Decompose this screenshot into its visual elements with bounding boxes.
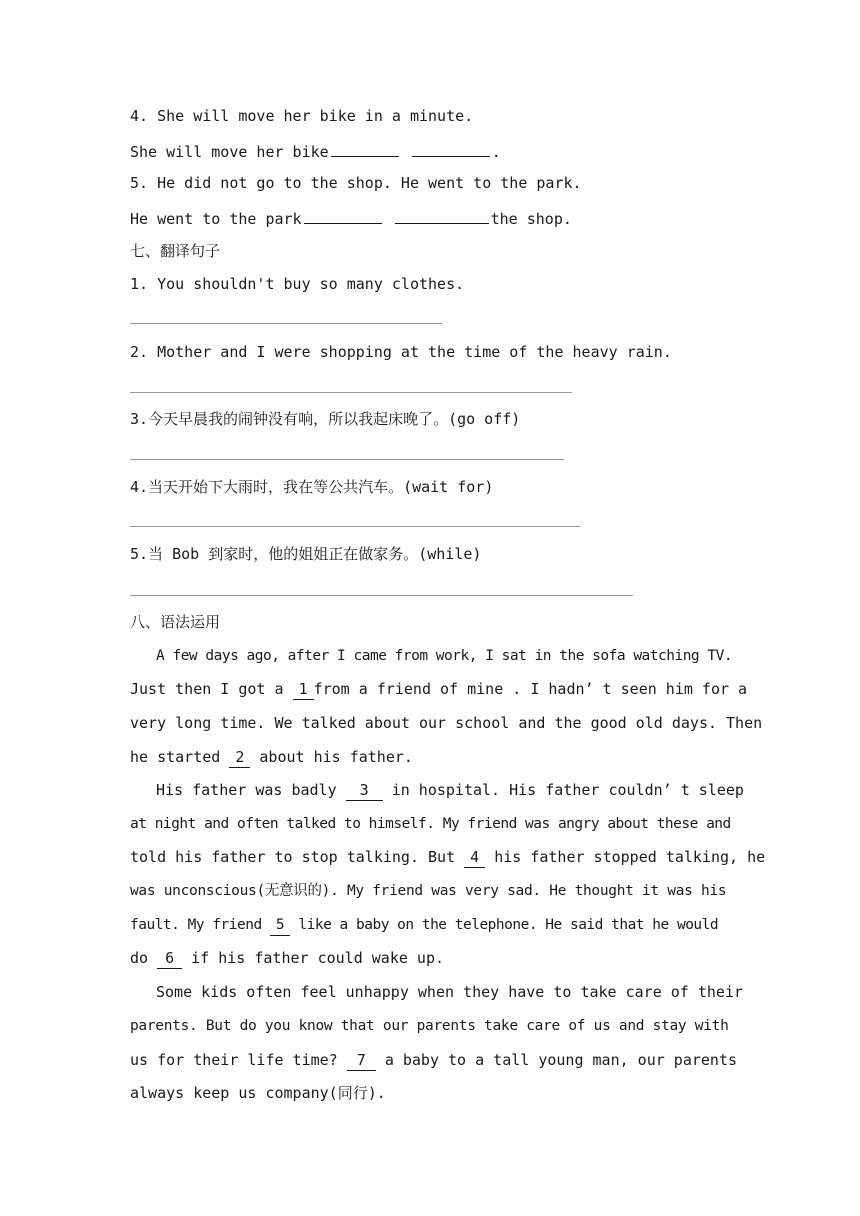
answer-line[interactable] [130, 459, 564, 460]
blank-3[interactable]: 3 [346, 780, 383, 801]
section-heading-grammar: 八、语法运用 [130, 613, 221, 631]
translate-item-3: 3.今天早晨我的闹钟没有响，所以我起床晚了。(go off) [130, 410, 521, 428]
grammar-p1-line [130, 747, 730, 768]
blank-1[interactable]: 1 [293, 679, 314, 700]
blank-4[interactable]: 4 [464, 847, 485, 868]
rewrite-q5-answer-suffix: the shop. [490, 210, 572, 228]
grammar-p3-line: parents. But do you know that our parents take care of us and stay with [130, 1018, 729, 1034]
text-span: in hospital. His father couldn’ t sleep [391, 781, 744, 799]
translate-item-1: 1. You shouldn't buy so many clothes. [130, 275, 465, 293]
grammar-p1-line [130, 679, 748, 700]
answer-line[interactable] [130, 526, 580, 527]
answer-line[interactable] [130, 595, 633, 596]
answer-blank[interactable] [395, 207, 489, 224]
text-span: he started [130, 748, 221, 766]
blank-7[interactable]: 7 [347, 1050, 376, 1071]
grammar-p2-line: was unconscious(无意识的). My friend was very sad. He thought it was his [130, 883, 727, 899]
text-span: do [130, 949, 149, 967]
grammar-p3-line [130, 1050, 738, 1071]
answer-line[interactable] [130, 392, 572, 393]
rewrite-q4-prompt: 4. She will move her bike in a minute. [130, 107, 474, 125]
text-span: us for their life time? [130, 1051, 338, 1069]
grammar-p2-line: at night and often talked to himself. My friend was angry about these and [130, 816, 731, 832]
blank-5[interactable]: 5 [270, 915, 290, 936]
text-span: like a baby on the telephone. He said that he would [298, 917, 719, 933]
answer-blank[interactable] [304, 207, 382, 224]
grammar-p1-line: very long time. We talked about our school and the good old days. Then [130, 714, 763, 732]
answer-blank[interactable] [331, 140, 399, 157]
grammar-p2-line [130, 780, 756, 801]
answer-blank[interactable] [412, 140, 490, 157]
text-span: His father was badly [156, 781, 337, 799]
rewrite-q5-answer [130, 207, 572, 229]
grammar-p3-line: Some kids often feel unhappy when they have to take care of their [156, 983, 743, 1001]
grammar-p2-line [130, 847, 766, 868]
rewrite-q4-answer-prefix: She will move her bike [130, 143, 329, 161]
rewrite-q5-answer-prefix: He went to the park [130, 210, 302, 228]
text-span: fault. My friend [130, 917, 262, 933]
rewrite-q5-prompt: 5. He did not go to the shop. He went to the park. [130, 174, 582, 192]
rewrite-q4-answer-suffix: . [491, 143, 501, 161]
text-span: about his father. [259, 748, 413, 766]
answer-line[interactable] [130, 323, 442, 324]
translate-item-5: 5.当 Bob 到家时，他的姐姐正在做家务。(while) [130, 545, 482, 563]
text-span: if his father could wake up. [191, 949, 445, 967]
blank-2[interactable]: 2 [229, 747, 250, 768]
text-span: a baby to a tall young man, our parents [384, 1051, 738, 1069]
text-span: Just then I got a [130, 680, 284, 698]
rewrite-q4-answer [130, 140, 501, 162]
blank-6[interactable]: 6 [157, 948, 182, 969]
grammar-p2-line [130, 915, 730, 936]
grammar-p1-line: A few days ago, after I came from work, I sat in the sofa watching TV. [156, 648, 733, 664]
translate-item-4: 4.当天开始下大雨时，我在等公共汽车。(wait for) [130, 478, 494, 496]
text-span: told his father to stop talking. But [130, 848, 456, 866]
grammar-p3-line: always keep us company(同行). [130, 1084, 386, 1102]
text-span: from a friend of mine . I hadn’ t seen him for a [313, 680, 748, 698]
text-span: his father stopped talking, he [494, 848, 766, 866]
translate-item-2: 2. Mother and I were shopping at the time of the heavy rain. [130, 343, 672, 361]
section-heading-translate: 七、翻译句子 [130, 242, 221, 260]
grammar-p2-line [130, 948, 730, 969]
